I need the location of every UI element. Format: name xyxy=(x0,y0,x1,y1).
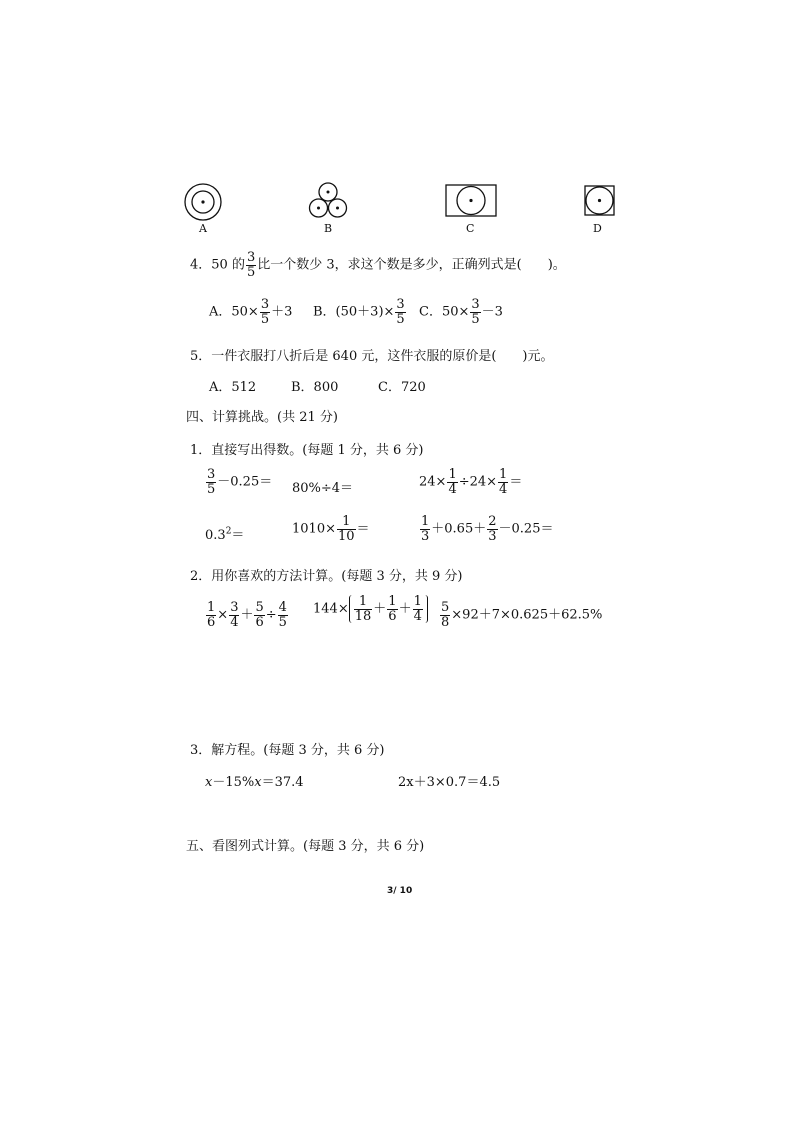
part-1-title: 1．直接写出得数。(每题 1 分，共 6 分) xyxy=(190,443,424,458)
expr-2-1: $\frac{1}{6}$ × $\frac{3}{4}$ ＋ $\frac{5}{6}$ ÷ $\frac{4}{5}$ xyxy=(207,600,287,630)
fraction: $\frac{1}{3}$ xyxy=(421,514,430,544)
expr-1-1: $\frac{3}{5}$ －0.25＝ xyxy=(207,467,273,497)
question-text: 比一个数少 3，求这个数是多少，正确列式是( )。 xyxy=(257,257,566,273)
question-4 xyxy=(190,251,566,279)
fraction: $\frac{3}{5}$ xyxy=(471,297,480,327)
three-circles-figure xyxy=(306,180,350,220)
figure-a xyxy=(183,182,223,226)
circle-in-rectangle-figure xyxy=(445,184,497,218)
fraction: $\frac{3}{5}$ xyxy=(207,467,216,497)
expr-1-5: 1010× $\frac{1}{10}$ ＝ xyxy=(292,514,370,544)
figure-b xyxy=(306,180,350,224)
section-4-title: 四、计算挑战。(共 21 分) xyxy=(186,410,338,425)
expr-1-3: 24× $\frac{1}{4}$ ÷24× $\frac{1}{4}$ ＝ xyxy=(419,467,523,497)
fraction: $\frac{3}{4}$ xyxy=(230,600,239,630)
q4-option-c: C．50× $\frac{3}{5}$ －3 xyxy=(419,297,503,327)
fraction: $\frac{1}{18}$ xyxy=(354,594,372,624)
expr-1-2: 80%÷4＝ xyxy=(292,481,354,496)
bracket-group: $\frac{1}{18}$ ＋ $\frac{1}{6}$ ＋ $\frac{1}{4}$ xyxy=(349,595,428,623)
figure-label-b: B xyxy=(324,222,333,235)
q5-option-c: C．720 xyxy=(378,380,426,395)
question-5: 5．一件衣服打八折后是 640 元，这件衣服的原价是( )元。 xyxy=(190,349,554,364)
figure-label-c: C xyxy=(466,222,475,235)
q4-option-b: B．(50＋3)× $\frac{3}{5}$ xyxy=(313,297,405,327)
figure-d xyxy=(584,185,615,220)
section-5-title: 五、看图列式计算。(每题 3 分，共 6 分) xyxy=(186,839,425,854)
question-number: 4． xyxy=(190,257,212,273)
fraction: $\frac{1}{4}$ xyxy=(413,594,422,624)
equation-2: 2x＋3×0.7＝4.5 xyxy=(398,775,501,790)
figure-label-a: A xyxy=(199,222,207,235)
part-3-title: 3．解方程。(每题 3 分，共 6 分) xyxy=(190,743,385,758)
fraction: $\frac{1}{10}$ xyxy=(337,514,355,544)
page-number: 3/ 10 xyxy=(387,886,413,896)
fraction: $\frac{5}{8}$ xyxy=(441,600,450,630)
q5-option-b: B．800 xyxy=(291,380,339,395)
fraction: $\frac{1}{4}$ xyxy=(448,467,457,497)
fraction: $\frac{1}{6}$ xyxy=(388,594,397,624)
expr-2-3: $\frac{5}{8}$ ×92＋7×0.625＋62.5% xyxy=(441,600,603,630)
fraction: $\frac{1}{6}$ xyxy=(207,600,216,630)
q4-option-a: A．50× $\frac{3}{5}$ ＋3 xyxy=(209,297,293,327)
fraction: $\frac{1}{4}$ xyxy=(499,467,508,497)
circle-in-square-figure xyxy=(584,185,615,216)
fraction: $\frac{2}{3}$ xyxy=(488,514,497,544)
figure-c xyxy=(445,184,497,222)
fraction: $\frac{4}{5}$ xyxy=(278,600,287,630)
question-text: 50 的 xyxy=(211,257,245,273)
fraction: $\frac{3}{5}$ xyxy=(396,297,405,327)
fraction: $\frac{5}{6}$ xyxy=(255,600,264,630)
fraction: $\frac{3}{5}$ xyxy=(246,250,256,280)
part-2-title: 2．用你喜欢的方法计算。(每题 3 分，共 9 分) xyxy=(190,569,463,584)
fraction: $\frac{3}{5}$ xyxy=(260,297,270,327)
expr-1-6: $\frac{1}{3}$ ＋0.65＋ $\frac{2}{3}$ －0.25＝ xyxy=(421,514,554,544)
expr-1-4: $0.3^2=$ xyxy=(205,526,245,543)
figure-label-d: D xyxy=(593,222,602,235)
concentric-circles-figure xyxy=(183,182,223,222)
expr-2-2: 144× $\frac{1}{18}$ ＋ $\frac{1}{6}$ ＋ $\frac{1}{4}$ xyxy=(313,595,428,623)
q5-option-a: A．512 xyxy=(209,380,257,395)
equation-1: x－15%x＝37.4 xyxy=(205,775,304,790)
